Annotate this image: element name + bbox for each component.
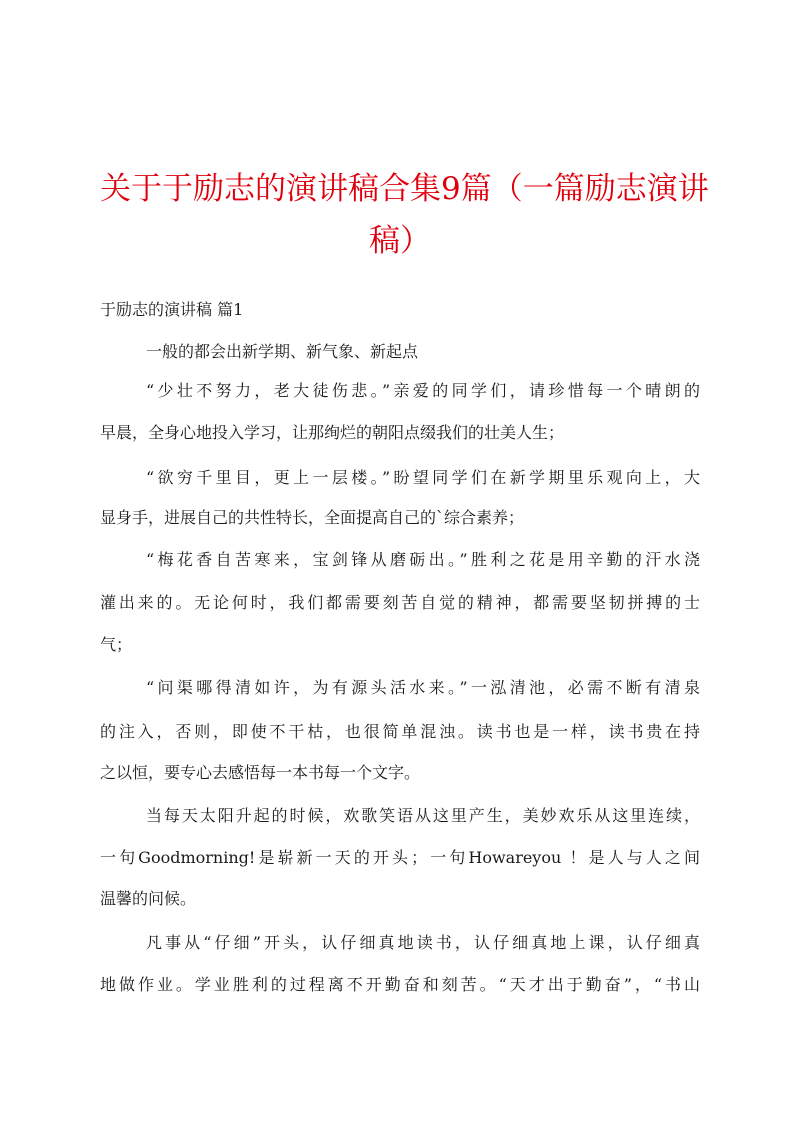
paragraph-line: “问渠哪得清如许，为有源头活水来。”一泓清池，必需不断有清泉 — [146, 678, 700, 697]
paragraph-line: 一句Goodmorning!是崭新一天的开头；一句Howareyou ！是人与人之间 — [100, 848, 700, 867]
paragraph-line: 灌出来的。无论何时，我们都需要刻苦自觉的精神，都需要坚韧拼搏的士 — [100, 593, 700, 612]
paragraph-line: 早晨，全身心地投入学习，让那绚烂的朝阳点缀我们的壮美人生； — [100, 423, 565, 442]
section-heading: 于励志的演讲稿 篇1 — [100, 300, 244, 319]
paragraph-line: 之以恒，要专心去感悟每一本书每一个文字。 — [100, 763, 421, 782]
paragraph-line: 当每天太阳升起的时候，欢歌笑语从这里产生，美妙欢乐从这里连续， — [146, 806, 700, 825]
paragraph-line: 凡事从“仔细”开头，认仔细真地读书，认仔细真地上课，认仔细真 — [146, 933, 700, 952]
paragraph-line: “梅花香自苦寒来，宝剑锋从磨砺出。”胜利之花是用辛勤的汗水浇 — [146, 550, 700, 569]
paragraph-line: 显身手，进展自己的共性特长，全面提高自己的`综合素养； — [100, 508, 525, 527]
document-title-line-1: 关于于励志的演讲稿合集9篇（一篇励志演讲 — [100, 171, 709, 207]
paragraph-line: 温馨的问候。 — [100, 889, 197, 908]
document-title-line-2: 稿） — [369, 223, 431, 259]
paragraph-line: 一般的都会出新学期、新气象、新起点 — [146, 342, 419, 361]
paragraph-line: “少壮不努力，老大徒伤悲。”亲爱的同学们，请珍惜每一个晴朗的 — [146, 381, 700, 400]
paragraph-line: 气； — [100, 635, 133, 654]
paragraph-line: “欲穷千里目，更上一层楼。”盼望同学们在新学期里乐观向上，大 — [146, 468, 700, 487]
paragraph-line: 地做作业。学业胜利的过程离不开勤奋和刻苦。“天才出于勤奋”，“书山 — [100, 975, 700, 994]
paragraph-line: 的注入，否则，即使不干枯，也很简单混浊。读书也是一样，读书贵在持 — [100, 722, 700, 741]
